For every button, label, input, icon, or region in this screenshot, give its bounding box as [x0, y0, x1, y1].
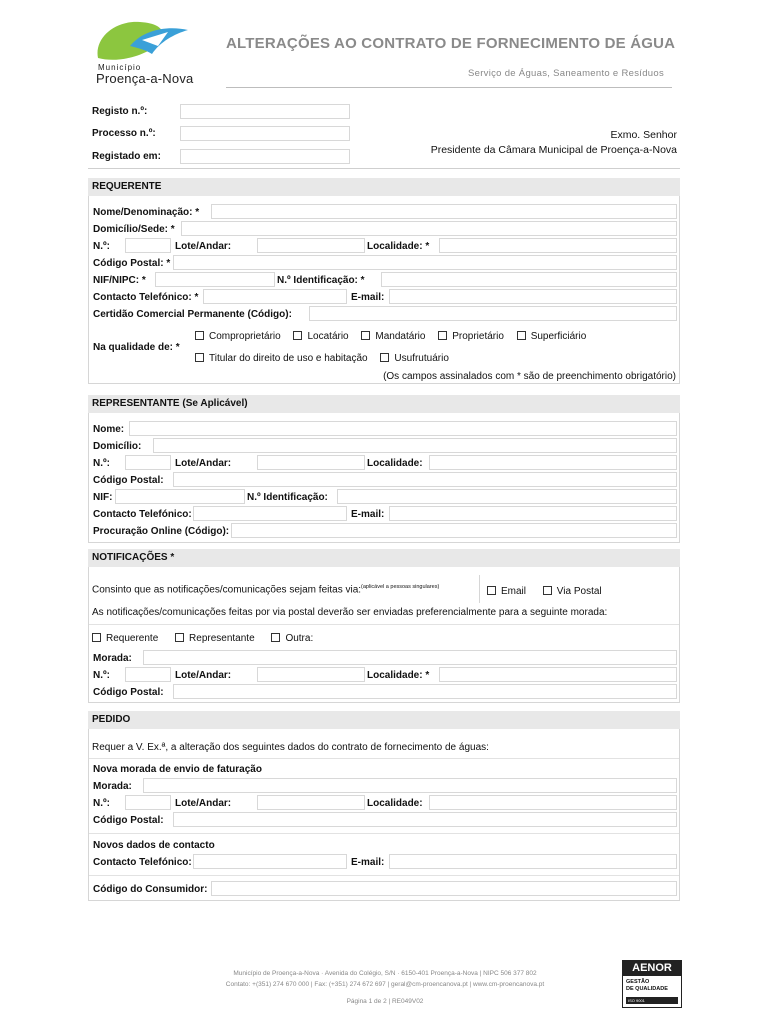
req-numero-row [89, 238, 679, 255]
registado-label: Registado em: [92, 151, 161, 162]
rep-contacto-row [89, 506, 679, 523]
req-nome-label: Nome/Denominação: * [93, 207, 200, 218]
opt-outra[interactable]: Outra: [271, 633, 313, 644]
req-nome-input[interactable] [211, 204, 677, 219]
opt-mandatario[interactable]: Mandatário [361, 331, 425, 342]
ped-consumidor-label: Código do Consumidor: [93, 884, 208, 895]
ped-morada-row [89, 778, 679, 795]
divider [89, 875, 679, 876]
footer-page: Página 1 de 2 | RE049V02 [346, 998, 424, 1005]
checkbox-icon [438, 331, 447, 340]
ped-email-label: E-mail: [351, 857, 385, 868]
rep-domicilio-row [89, 438, 679, 455]
registo-input[interactable] [180, 104, 350, 119]
req-cp-row [89, 255, 679, 272]
registo-row [88, 103, 388, 120]
ped-contacto-input[interactable] [193, 854, 347, 869]
pedido-intro: Requer a V. Ex.ª, a alteração dos seguintes dados do contrato de fornecimento de águas: [92, 742, 489, 753]
req-localidade-input[interactable] [439, 238, 677, 253]
req-nif-row [89, 272, 679, 289]
rep-domicilio-input[interactable] [153, 438, 677, 453]
opt-requerente[interactable]: Requerente [92, 633, 158, 644]
opt-proprietario[interactable]: Proprietário [438, 331, 504, 342]
postal-text: As notificações/comunicações feitas por via postal deverão ser enviadas preferencialmente para a seguinte morada: [92, 607, 608, 618]
representante-heading: REPRESENTANTE (Se Aplicável) [88, 395, 680, 413]
checkbox-icon [487, 586, 496, 595]
footer-line1: Município de Proença-a-Nova · Avenida do Colégio, S/N · 6150-401 Proença-a-Nova | NIPC 506 377 802 [233, 970, 537, 977]
registado-row [88, 148, 388, 165]
checkbox-icon [380, 353, 389, 362]
rep-cp-label: Código Postal: [93, 475, 164, 486]
rep-nif-row [89, 489, 679, 506]
req-nif-label: NIF/NIPC: * [93, 275, 146, 286]
checkbox-icon [517, 331, 526, 340]
pedido-heading: PEDIDO [88, 711, 680, 729]
checkbox-icon [293, 331, 302, 340]
qualidade-options-row2 [195, 353, 449, 364]
rep-procuracao-row [89, 523, 679, 540]
checkbox-icon [195, 331, 204, 340]
ped-email-input[interactable] [389, 854, 677, 869]
checkbox-icon [543, 586, 552, 595]
rep-contacto-label: Contacto Telefónico: [93, 509, 192, 520]
recipient-line2: Presidente da Câmara Municipal de Proença-a-Nova [430, 144, 677, 156]
ped-numero-input[interactable] [125, 795, 171, 810]
nova-morada-row [89, 761, 679, 778]
rep-nif-input[interactable] [115, 489, 245, 504]
notif-cp-row [89, 684, 679, 701]
checkbox-icon [195, 353, 204, 362]
req-contacto-input[interactable] [203, 289, 347, 304]
ped-numero-row [89, 795, 679, 812]
rep-nome-label: Nome: [93, 424, 125, 435]
rep-numero-row [89, 455, 679, 472]
logo-line1: Município [98, 63, 142, 72]
req-identificacao-input[interactable] [381, 272, 677, 287]
ped-numero-label: N.º: [93, 798, 110, 809]
ped-contacto-label: Contacto Telefónico: [93, 857, 192, 868]
footer-line2: Contato: +(351) 274 670 000 | Fax: (+351) 274 672 697 | geral@cm-proencanova.pt | www.cm-proencanova.pt [225, 981, 545, 988]
rep-email-input[interactable] [389, 506, 677, 521]
req-contacto-label: Contacto Telefónico: * [93, 292, 199, 303]
req-qualidade-row [89, 339, 189, 356]
opt-representante[interactable]: Representante [175, 633, 255, 644]
qualidade-options-row1 [195, 331, 586, 342]
opt-superficiario[interactable]: Superficiário [517, 331, 587, 342]
rep-domicilio-label: Domicílio: [93, 441, 142, 452]
requerente-section [88, 196, 680, 384]
req-certidao-input[interactable] [309, 306, 677, 321]
req-lote-label: Lote/Andar: [175, 241, 232, 252]
rep-email-label: E-mail: [351, 509, 385, 520]
rep-nif-label: NIF: [93, 492, 113, 503]
opt-via-postal[interactable]: Via Postal [543, 586, 602, 597]
novos-contactos-row [89, 837, 679, 854]
notif-localidade-input[interactable] [439, 667, 677, 682]
title-divider [226, 87, 672, 88]
page-subtitle: Serviço de Águas, Saneamento e Resíduos [467, 68, 664, 79]
opt-usufrutuario[interactable]: Usufrutuário [380, 353, 448, 364]
ped-consumidor-row [89, 881, 679, 898]
consent-text [92, 584, 439, 595]
ped-lote-input[interactable] [257, 795, 365, 810]
notif-morada-row [89, 650, 679, 667]
consent-label: Consinto que as notificações/comunicações sejam feitas via: [92, 584, 362, 596]
rep-numero-input[interactable] [125, 455, 171, 470]
checkbox-icon [92, 633, 101, 642]
notif-numero-row [89, 667, 679, 684]
notificacoes-section [88, 567, 680, 703]
req-email-input[interactable] [389, 289, 677, 304]
opt-email[interactable]: Email [487, 586, 526, 597]
checkbox-icon [361, 331, 370, 340]
divider [89, 833, 679, 834]
opt-locatario[interactable]: Locatário [293, 331, 348, 342]
rep-procuracao-label: Procuração Online (Código): [93, 526, 230, 537]
ped-cp-label: Código Postal: [93, 815, 164, 826]
rep-lote-input[interactable] [257, 455, 365, 470]
rep-identificacao-label: N.º Identificação: [247, 492, 328, 503]
divider [89, 624, 679, 625]
req-certidao-label: Certidão Comercial Permanente (Código): [93, 309, 292, 320]
nova-morada-heading: Nova morada de envio de faturação [93, 764, 262, 775]
aenor-logo: AENOR [623, 961, 681, 976]
rep-nome-row [89, 421, 679, 438]
notif-morada-input[interactable] [143, 650, 677, 665]
ped-lote-label: Lote/Andar: [175, 798, 232, 809]
ped-consumidor-input[interactable] [211, 881, 677, 896]
req-cp-input[interactable] [173, 255, 677, 270]
rep-localidade-label: Localidade: [367, 458, 423, 469]
aenor-subtitle [623, 976, 681, 992]
rep-contacto-input[interactable] [193, 506, 347, 521]
notif-localidade-label: Localidade: * [367, 670, 430, 681]
rep-identificacao-input[interactable] [337, 489, 677, 504]
aenor-sub1: GESTÃO [626, 979, 650, 985]
notif-numero-input[interactable] [125, 667, 171, 682]
req-contacto-row [89, 289, 679, 306]
notif-morada-label: Morada: [93, 653, 132, 664]
ped-morada-label: Morada: [93, 781, 132, 792]
ped-morada-input[interactable] [143, 778, 677, 793]
ped-localidade-label: Localidade: [367, 798, 423, 809]
req-domicilio-label: Domicílio/Sede: * [93, 224, 175, 235]
notif-numero-label: N.º: [93, 670, 110, 681]
opt-comproprietario[interactable]: Comproprietário [195, 331, 281, 342]
divider [479, 575, 480, 603]
req-identificacao-label: N.º Identificação: * [277, 275, 365, 286]
representante-section [88, 413, 680, 543]
notif-lote-input[interactable] [257, 667, 365, 682]
page-title: ALTERAÇÕES AO CONTRATO DE FORNECIMENTO DE ÁGUA [226, 35, 676, 52]
req-numero-input[interactable] [125, 238, 171, 253]
pedido-section [88, 729, 680, 901]
registo-label: Registo n.º: [92, 106, 148, 117]
rep-cp-input[interactable] [173, 472, 677, 487]
notif-method-options [487, 586, 602, 597]
req-qualidade-label: Na qualidade de: * [93, 342, 180, 353]
rep-nome-input[interactable] [129, 421, 677, 436]
rep-localidade-input[interactable] [429, 455, 677, 470]
requerente-heading: REQUERENTE [88, 178, 680, 196]
req-domicilio-input[interactable] [181, 221, 677, 236]
divider [89, 758, 679, 759]
notif-address-options [92, 633, 313, 644]
registado-input[interactable] [180, 149, 350, 164]
ped-cp-row [89, 812, 679, 829]
consent-note: (aplicável a pessoas singulares) [361, 584, 440, 590]
notif-lote-label: Lote/Andar: [175, 670, 232, 681]
logo-text [96, 64, 193, 86]
notif-cp-input[interactable] [173, 684, 677, 699]
rep-cp-row [89, 472, 679, 489]
aenor-certification-badge [622, 960, 682, 1008]
processo-label: Processo n.º: [92, 128, 156, 139]
processo-row [88, 125, 388, 142]
required-note: (Os campos assinalados com * são de preenchimento obrigatório) [383, 371, 676, 382]
novos-contactos-heading: Novos dados de contacto [93, 840, 215, 851]
notif-cp-label: Código Postal: [93, 687, 164, 698]
aenor-sub2: DE QUALIDADE [626, 985, 668, 992]
notificacoes-heading: NOTIFICAÇÕES * [88, 549, 680, 567]
processo-input[interactable] [180, 126, 350, 141]
req-domicilio-row [89, 221, 679, 238]
rep-procuracao-input[interactable] [231, 523, 677, 538]
req-lote-input[interactable] [257, 238, 365, 253]
ped-cp-input[interactable] [173, 812, 677, 827]
checkbox-icon [175, 633, 184, 642]
req-localidade-label: Localidade: * [367, 241, 430, 252]
ped-contacto-row [89, 854, 679, 871]
req-nif-input[interactable] [155, 272, 275, 287]
opt-titular[interactable]: Titular do direito de uso e habitação [195, 353, 368, 364]
checkbox-icon [271, 633, 280, 642]
rep-lote-label: Lote/Andar: [175, 458, 232, 469]
recipient-line1: Exmo. Senhor [610, 129, 677, 141]
rep-numero-label: N.º: [93, 458, 110, 469]
req-certidao-row [89, 306, 679, 323]
recipient [431, 128, 677, 158]
logo-line2: Proença-a-Nova [96, 71, 194, 86]
req-nome-row [89, 204, 679, 221]
req-cp-label: Código Postal: * [93, 258, 171, 269]
ped-localidade-input[interactable] [429, 795, 677, 810]
aenor-code: ISO 9001 [626, 997, 678, 1004]
req-email-label: E-mail: [351, 292, 385, 303]
req-numero-label: N.º: [93, 241, 110, 252]
